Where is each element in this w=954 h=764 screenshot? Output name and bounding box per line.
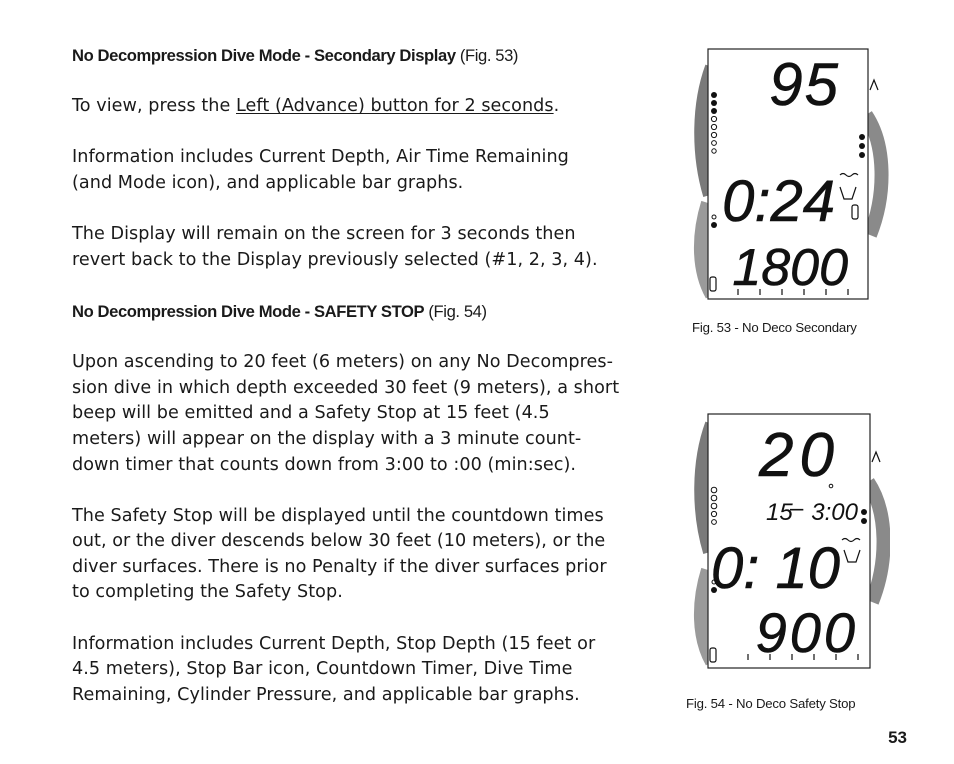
info-paragraph-safety [72, 632, 652, 709]
section-heading-secondary-display [72, 43, 652, 69]
text-line: beep will be emitted and a Safety Stop at 15 feet (4.5 [72, 403, 550, 424]
text-line: The Safety Stop will be displayed until the countdown times [72, 505, 604, 526]
safety-stop-paragraph [72, 350, 652, 478]
dive-computer-display-53 [690, 45, 890, 305]
text-line: Upon ascending to 20 feet (6 meters) on any No Decompres- [72, 352, 613, 373]
current-depth-readout: 20 [759, 421, 840, 490]
air-time-remaining-readout: 0:24 [722, 169, 835, 234]
text-line: 4.5 meters), Stop Bar icon, Countdown Timer, Dive Time [72, 659, 573, 680]
figure-reference: (Fig. 54) [424, 301, 487, 321]
heading-bold: No Decompression Dive Mode - SAFETY STOP [72, 301, 425, 321]
countdown-timer-readout: 3:00 [811, 499, 858, 526]
figure-reference: (Fig. 53) [455, 46, 519, 65]
view-prefix: To view, press the [72, 96, 236, 117]
text-line: Remaining, Cylinder Pressure, and applicable bar graphs. [72, 684, 580, 705]
text-line: out, or the diver descends below 30 feet (10 meters), or the [72, 531, 606, 552]
dive-computer-display-54 [690, 412, 890, 674]
text-line: meters) will appear on the display with a 3 minute count- [72, 428, 582, 449]
heading-bold: No Decompression Dive Mode - Secondary Display [72, 46, 456, 65]
figure-53 [690, 45, 890, 305]
section-heading-safety-stop [72, 299, 652, 325]
countdown-paragraph [72, 504, 652, 606]
revert-paragraph [72, 222, 652, 273]
bar-graph-dots-right [859, 134, 865, 158]
text-line: diver surfaces. There is no Penalty if the diver surfaces prior [72, 556, 607, 577]
dive-time-remaining-readout: 0: 10 [711, 536, 840, 601]
text-line: Information includes Current Depth, Air Time Remaining [72, 147, 569, 168]
text-line: to completing the Safety Stop. [72, 582, 343, 603]
figure-54 [690, 412, 890, 674]
button-instruction: Left (Advance) button for 2 seconds [236, 96, 554, 117]
text-line: sion dive in which depth exceeded 30 feet (9 meters), a short [72, 377, 620, 398]
diver-icon [870, 80, 878, 90]
info-paragraph [72, 145, 652, 196]
text-line: Information includes Current Depth, Stop Depth (15 feet or [72, 633, 596, 654]
figure-54-caption: Fig. 54 - No Deco Safety Stop [686, 696, 856, 711]
current-depth-readout: 95 [769, 51, 840, 118]
view-instruction [72, 94, 652, 120]
cylinder-pressure-readout: 1800 [732, 239, 848, 297]
text-line: revert back to the Display previously selected (#1, 2, 3, 4). [72, 249, 598, 270]
stop-depth-readout: 15 [766, 499, 793, 526]
figure-53-caption: Fig. 53 - No Deco Secondary [692, 320, 857, 335]
diver-icon [872, 452, 880, 462]
page-number: 53 [888, 728, 907, 747]
view-suffix: . [553, 96, 560, 117]
text-line: The Display will remain on the screen for 3 seconds then [72, 224, 576, 245]
text-column [72, 43, 652, 734]
stop-bar-icon: – [790, 495, 804, 522]
text-line: (and Mode icon), and applicable bar graphs. [72, 172, 464, 193]
text-line: down timer that counts down from 3:00 to :00 (min:sec). [72, 454, 577, 475]
cylinder-pressure-readout: 900 [755, 601, 858, 664]
